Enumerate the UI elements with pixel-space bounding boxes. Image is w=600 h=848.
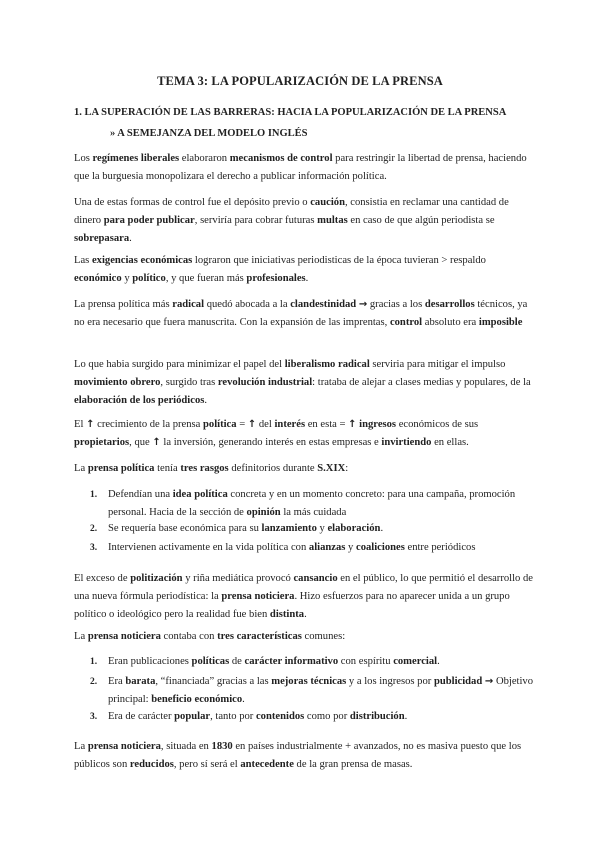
list-number: 2. <box>90 677 98 687</box>
bold-text: antecedente <box>240 759 294 770</box>
bold-text: cansancio <box>293 573 338 584</box>
text: y riña mediática provocó <box>182 573 294 584</box>
text: concreta y en un momento concreto: para una campaña, promoción personal. Hacia de la sección de <box>108 489 516 518</box>
text: Intervienen activamente en la vida política con <box>108 542 309 553</box>
list-item-text <box>108 653 538 671</box>
paragraph-9 <box>74 628 534 646</box>
text: la inversión, generando interés en estas empresas e <box>160 437 382 448</box>
text: y a los ingresos por <box>346 676 434 687</box>
bold-text: mecanismos de control <box>229 153 333 164</box>
section-heading: 1. LA SUPERACIÓN DE LAS BARRERAS: HACIA LA POPULARIZACIÓN DE LA PRENSA <box>74 107 507 118</box>
bold-text: carácter informativo <box>244 656 339 667</box>
text: Una de estas formas de control fue el depósito previo o <box>74 197 311 208</box>
list-number: 1. <box>90 490 98 500</box>
bold-text: publicidad <box>433 676 483 687</box>
text: y <box>345 542 356 553</box>
bold-text: popular <box>174 711 211 722</box>
text: en el público, lo que permitió el desarrollo de una nueva fórmula periodística: la <box>74 573 533 602</box>
bold-text: regímenes liberales <box>92 153 180 164</box>
text: definitorios durante <box>228 463 318 474</box>
arrow-up-icon: ↑ <box>247 419 257 430</box>
text: en caso de que algún periodista se <box>347 215 495 226</box>
text: El <box>74 419 87 430</box>
text: elaboraron <box>179 153 230 164</box>
text: , tanto por <box>210 711 256 722</box>
text: Eran publicaciones <box>108 656 192 667</box>
paragraph-6 <box>74 416 534 452</box>
text: entre periódicos <box>404 542 476 553</box>
bold-text: profesionales <box>246 273 306 284</box>
text: económicos de sus <box>396 419 479 430</box>
text: , situada en <box>160 741 212 752</box>
text: . Hizo esfuerzos para no aparecer unida a un grupo político o ideológico pero la realidad fue bien <box>74 591 510 620</box>
bold-text: políticas <box>191 656 230 667</box>
bold-text: control <box>389 317 423 328</box>
arrow-right-icon: → <box>484 676 494 687</box>
bold-text: lanzamiento <box>261 523 317 534</box>
bold-text: opinión <box>246 507 281 518</box>
bold-text: desarrollos <box>424 299 475 310</box>
bold-text: contenidos <box>255 711 305 722</box>
list-number: 1. <box>90 657 98 667</box>
list-item-text <box>108 539 538 557</box>
paragraph-10 <box>74 738 534 774</box>
text: del <box>256 419 275 430</box>
text: Se requería base económica para su <box>108 523 262 534</box>
text: lograron que iniciativas periodisticas de la época tuvieran > respaldo <box>192 255 486 266</box>
text: , surgido tras <box>160 377 218 388</box>
text: . <box>242 694 245 705</box>
text: Las <box>74 255 92 266</box>
bold-text: ingresos <box>359 419 397 430</box>
text: . <box>404 711 408 722</box>
text: , consistia en reclamar una cantidad de dinero <box>74 197 509 226</box>
text: , que <box>129 437 153 448</box>
bold-text: idea política <box>172 489 228 500</box>
paragraph-2 <box>74 194 534 248</box>
list-item-text <box>108 708 538 726</box>
bold-text: tres características <box>217 631 302 642</box>
bold-text: política <box>203 419 237 430</box>
bold-text: politización <box>130 573 183 584</box>
text: La <box>74 741 88 752</box>
bold-text: mejoras técnicas <box>271 676 347 687</box>
text: Defendían una <box>108 489 173 500</box>
text: técnicos, ya no era necesario que fuera manuscrita. Con la expansión de las imprentas, <box>74 299 528 328</box>
text: en esta = <box>305 419 349 430</box>
bold-text: caución <box>310 197 345 208</box>
bold-text: prensa noticiera <box>221 591 295 602</box>
bold-text: clandestinidad <box>290 299 357 310</box>
bold-text: económico <box>74 273 122 284</box>
text: La prensa política más <box>74 299 173 310</box>
bold-text: alianzas <box>308 542 346 553</box>
bold-text: político <box>132 273 166 284</box>
text: . <box>305 273 309 284</box>
text: con espíritu <box>338 656 394 667</box>
text: en ellas. <box>431 437 469 448</box>
text: de la gran prensa de masas. <box>293 759 413 770</box>
bold-text: prensa política <box>87 463 155 474</box>
text: crecimiento de la prensa <box>94 419 204 430</box>
text: . <box>129 233 132 244</box>
paragraph-5 <box>74 356 534 410</box>
text: serviria para mitigar el impulso <box>369 359 506 370</box>
bold-text: prensa noticiera <box>87 741 161 752</box>
bold-text: comercial <box>393 656 438 667</box>
bold-text: beneficio económico <box>151 694 243 705</box>
text: : <box>345 463 349 474</box>
text: , y que fueran más <box>165 273 247 284</box>
text: contaba con <box>160 631 218 642</box>
text: como por <box>304 711 350 722</box>
list-number: 3. <box>90 543 98 553</box>
text: gracias a los <box>367 299 425 310</box>
text: Los <box>74 153 93 164</box>
list-item-text <box>108 486 538 522</box>
text: . <box>304 609 307 620</box>
list-item-text <box>108 673 538 709</box>
bold-text: liberalismo radical <box>284 359 370 370</box>
text: para restringir la libertad de prensa, haciendo que la burguesia monopolizara el derecho a publicar información política. <box>74 153 527 182</box>
text: en países industrialmente + avanzados, no es masiva puesto que los públicos son <box>74 741 522 770</box>
text: y <box>316 523 328 534</box>
text: la más cuidada <box>280 507 347 518</box>
bold-text: radical <box>172 299 205 310</box>
bold-text: reducidos <box>129 759 174 770</box>
bold-text: invirtiendo <box>381 437 432 448</box>
page-title: TEMA 3: LA POPULARIZACIÓN DE LA PRENSA <box>157 74 443 88</box>
bold-text: 1830 <box>211 741 233 752</box>
paragraph-8 <box>74 570 534 624</box>
text: de <box>229 656 245 667</box>
bold-text: exigencias económicas <box>91 255 193 266</box>
arrow-up-icon: ↑ <box>152 437 161 448</box>
subsection-heading: » A SEMEJANZA DEL MODELO INGLÉS <box>110 128 308 139</box>
text: Era <box>108 676 126 687</box>
text: . <box>204 395 208 406</box>
bold-text: elaboración de los periódicos <box>74 395 205 406</box>
bold-text: movimiento obrero <box>74 377 161 388</box>
paragraph-3 <box>74 252 534 288</box>
text: , “financiada” gracias a las <box>155 676 272 687</box>
text: El exceso de <box>74 573 131 584</box>
arrow-up-icon: ↑ <box>348 419 357 430</box>
bold-text: revolución industrial <box>217 377 313 388</box>
bold-text: para poder publicar <box>103 215 195 226</box>
paragraph-1 <box>74 150 534 186</box>
bold-text: sobrepasara <box>74 233 130 244</box>
arrow-right-icon: → <box>358 299 368 310</box>
bold-text: tres rasgos <box>180 463 229 474</box>
bold-text: prensa noticiera <box>87 631 161 642</box>
text: Lo que habia surgido para minimizar el papel del <box>74 359 285 370</box>
text: , serviría para cobrar futuras <box>194 215 318 226</box>
arrow-up-icon: ↑ <box>86 419 95 430</box>
bold-text: distinta <box>269 609 305 620</box>
paragraph-7 <box>74 460 534 478</box>
bold-text: interés <box>274 419 306 430</box>
bold-text: S.XIX <box>317 463 346 474</box>
text: tenía <box>154 463 181 474</box>
text: y <box>121 273 133 284</box>
bold-text: propietarios <box>74 437 130 448</box>
text: absoluto era <box>422 317 479 328</box>
list-number: 3. <box>90 712 98 722</box>
text: quedó abocada a la <box>204 299 291 310</box>
paragraph-4 <box>74 296 534 332</box>
bold-text: multas <box>317 215 348 226</box>
text: La <box>74 631 88 642</box>
text: : trataba de alejar a clases medias y populares, de la <box>312 377 531 388</box>
list-number: 2. <box>90 524 98 534</box>
text: Era de carácter <box>108 711 175 722</box>
text: comunes: <box>301 631 346 642</box>
text: . <box>380 523 384 534</box>
text: = <box>236 419 248 430</box>
text: La <box>74 463 88 474</box>
bold-text: elaboración <box>327 523 381 534</box>
bold-text: coaliciones <box>356 542 405 553</box>
bold-text: distribución <box>349 711 405 722</box>
bold-text: barata <box>125 676 156 687</box>
text: , pero sí será el <box>173 759 241 770</box>
text: Objetivo principal: <box>108 676 534 705</box>
text: . <box>437 656 440 667</box>
list-item-text <box>108 520 538 538</box>
bold-text: imposible <box>478 317 523 328</box>
